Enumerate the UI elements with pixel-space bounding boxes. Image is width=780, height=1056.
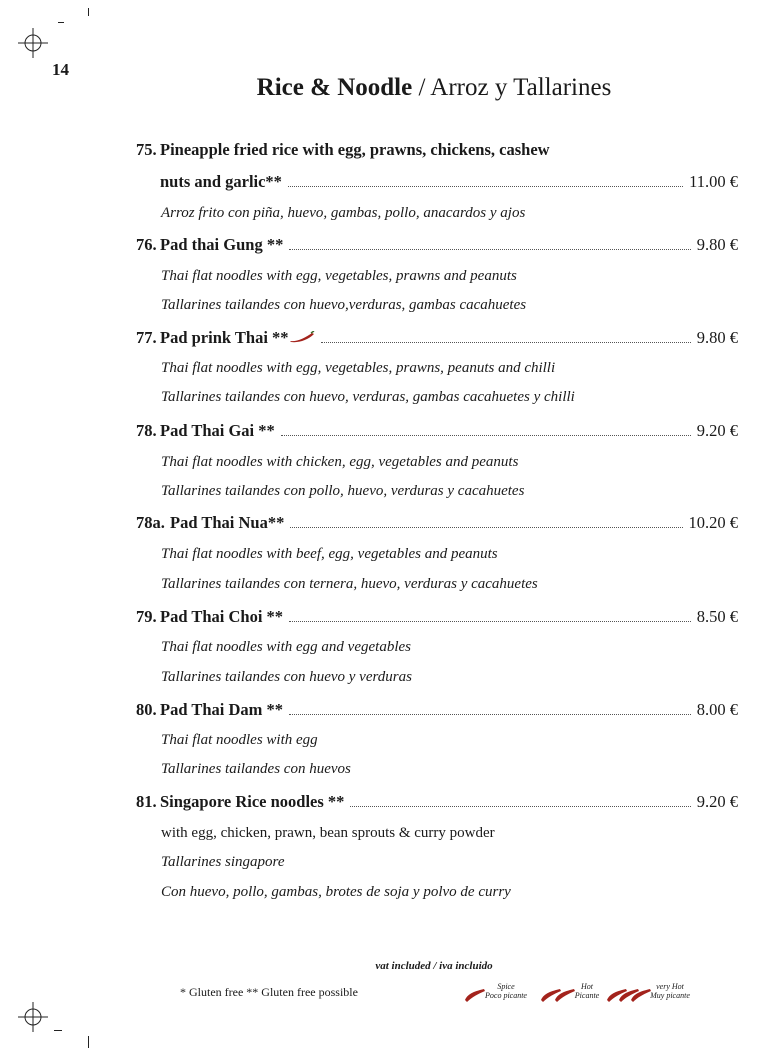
dot-leader [290,515,682,528]
item-price: 8.50 € [696,607,738,626]
chili-pepper-icon [289,331,315,343]
spice-legend-3 [606,982,692,1004]
item-number: 81. [136,792,157,811]
item-price: 10.20 € [688,513,738,532]
crop-tick [88,1036,89,1048]
legend-en: very Hot [656,982,684,991]
dot-leader [289,702,691,715]
item-desc: Tallarines tailandes con huevos [161,761,351,777]
item-desc: Thai flat noodles with egg [161,732,318,748]
item-desc: Tallarines tailandes con huevo, verduras, gambas cacahuetes y chilli [161,389,575,405]
title-bold: Rice & Noodle [256,74,413,101]
legend-es: Picante [574,991,600,1000]
item-number: 80. [136,700,157,719]
item-number: 77. [136,328,157,347]
item-desc: Thai flat noodles with chicken, egg, vegetables and peanuts [161,454,519,470]
page-number: 14 [52,60,69,79]
item-number: 75. [136,140,157,159]
spice-legend-1 [464,982,534,1004]
item-number: 78. [136,421,157,440]
dot-leader [321,330,691,343]
item-price: 11.00 € [689,172,738,191]
item-desc: Con huevo, pollo, gambas, brotes de soja y polvo de curry [161,884,511,900]
dot-leader [288,174,683,187]
crop-mark-bottom-left [18,1002,48,1032]
legend-en: Spice [497,982,515,991]
legend-es: Poco picante [485,991,527,1000]
item-price: 9.20 € [696,792,738,811]
item-name: Pad Thai Gai ** [160,421,275,440]
item-desc: Tallarines tailandes con huevo,verduras, gambas cacahuetes [161,297,527,313]
legend-es: Muy picante [650,991,690,1000]
page-title [0,74,780,102]
item-desc: Thai flat noodles with egg, vegetables, prawns and peanuts [161,268,517,284]
item-name: Pad Thai Dam ** [160,700,284,719]
title-rest: / Arroz y Tallarines [412,74,612,101]
dot-leader [281,423,691,436]
item-name: Pad Thai Choi ** [160,607,284,626]
item-name-cont: nuts and garlic** [160,172,282,191]
item-name: Pad prink Thai ** [160,328,289,347]
crop-mark-top-left [18,28,48,58]
item-name: Pad Thai Nua** [170,513,285,532]
item-name: Singapore Rice noodles ** [160,792,345,811]
item-desc: Tallarines tailandes con pollo, huevo, verduras y cacahuetes [161,483,525,499]
item-price: 8.00 € [696,700,738,719]
item-number: 78a. [136,513,165,532]
item-desc: Tallarines tailandes con huevo y verduras [161,669,412,685]
item-price: 9.80 € [696,235,738,254]
item-desc: Tallarines tailandes con ternera, huevo, verduras y cacahuetes [161,576,538,592]
crop-tick [58,22,64,23]
item-number: 76. [136,235,157,254]
vat-note: vat included / iva incluido [375,960,493,972]
dot-leader [289,237,690,250]
legend-en: Hot [581,982,593,991]
dot-leader [350,794,690,807]
item-desc: Thai flat noodles with beef, egg, vegetables and peanuts [161,546,498,562]
item-desc-plain: with egg, chicken, prawn, bean sprouts & curry powder [161,825,495,841]
item-desc: Thai flat noodles with egg, vegetables, prawns, peanuts and chilli [161,360,556,376]
spice-legend-2 [540,982,602,1004]
dot-leader [289,609,691,622]
item-desc: Thai flat noodles with egg and vegetables [161,639,411,655]
item-name: Pad thai Gung ** [160,235,284,254]
item-name: Pineapple fried rice with egg, prawns, chickens, cashew [160,140,550,159]
item-number: 79. [136,607,157,626]
gluten-note: * Gluten free ** Gluten free possible [180,985,358,999]
crop-tick [88,8,89,16]
item-desc: Tallarines singapore [161,854,285,870]
item-desc: Arroz frito con piña, huevo, gambas, pollo, anacardos y ajos [161,205,526,221]
item-price: 9.80 € [696,328,738,347]
item-price: 9.20 € [696,421,738,440]
crop-tick [54,1030,62,1031]
